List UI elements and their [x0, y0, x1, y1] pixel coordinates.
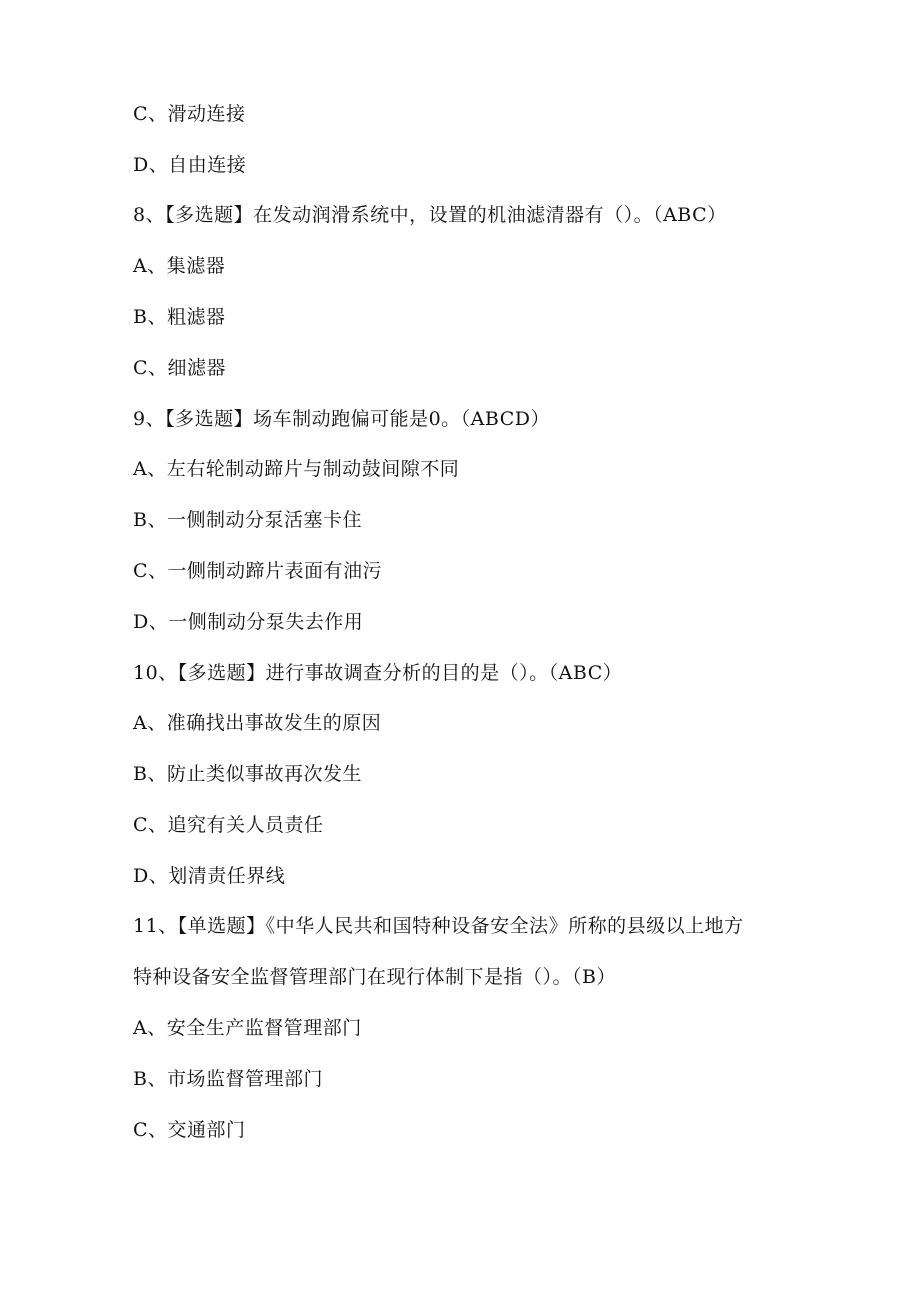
q11-question-line-1: 11、【单选题】《中华人民共和国特种设备安全法》所称的县级以上地方 [133, 915, 744, 937]
q11-option-c: C、交通部门 [133, 1119, 246, 1141]
q10-option-a: A、准确找出事故发生的原因 [133, 712, 382, 734]
q8-option-a: A、集滤器 [133, 255, 226, 277]
q8-question: 8、【多选题】在发动润滑系统中，设置的机油滤清器有（）。（ABC） [133, 204, 727, 226]
q7-option-c: C、滑动连接 [133, 103, 246, 125]
q8-option-b: B、粗滤器 [133, 306, 226, 328]
q10-option-d: D、划清责任界线 [133, 865, 286, 887]
q10-question: 10、【多选题】进行事故调查分析的目的是（）。（ABC） [133, 662, 623, 684]
q11-option-b: B、市场监督管理部门 [133, 1068, 323, 1090]
q10-option-c: C、追究有关人员责任 [133, 814, 324, 836]
q11-option-a: A、安全生产监督管理部门 [133, 1017, 362, 1039]
q9-option-a: A、左右轮制动蹄片与制动鼓间隙不同 [133, 458, 460, 480]
q9-option-b: B、一侧制动分泵活塞卡住 [133, 509, 362, 531]
q7-option-d: D、自由连接 [133, 154, 247, 176]
q9-question: 9、【多选题】场车制动跑偏可能是0。（ABCD） [133, 408, 550, 430]
q11-question-line-2: 特种设备安全监督管理部门在现行体制下是指（）。（B） [133, 966, 616, 988]
q9-option-c: C、一侧制动蹄片表面有油污 [133, 560, 383, 582]
q8-option-c: C、细滤器 [133, 357, 227, 379]
q10-option-b: B、防止类似事故再次发生 [133, 763, 362, 785]
q9-option-d: D、一侧制动分泵失去作用 [133, 611, 364, 633]
